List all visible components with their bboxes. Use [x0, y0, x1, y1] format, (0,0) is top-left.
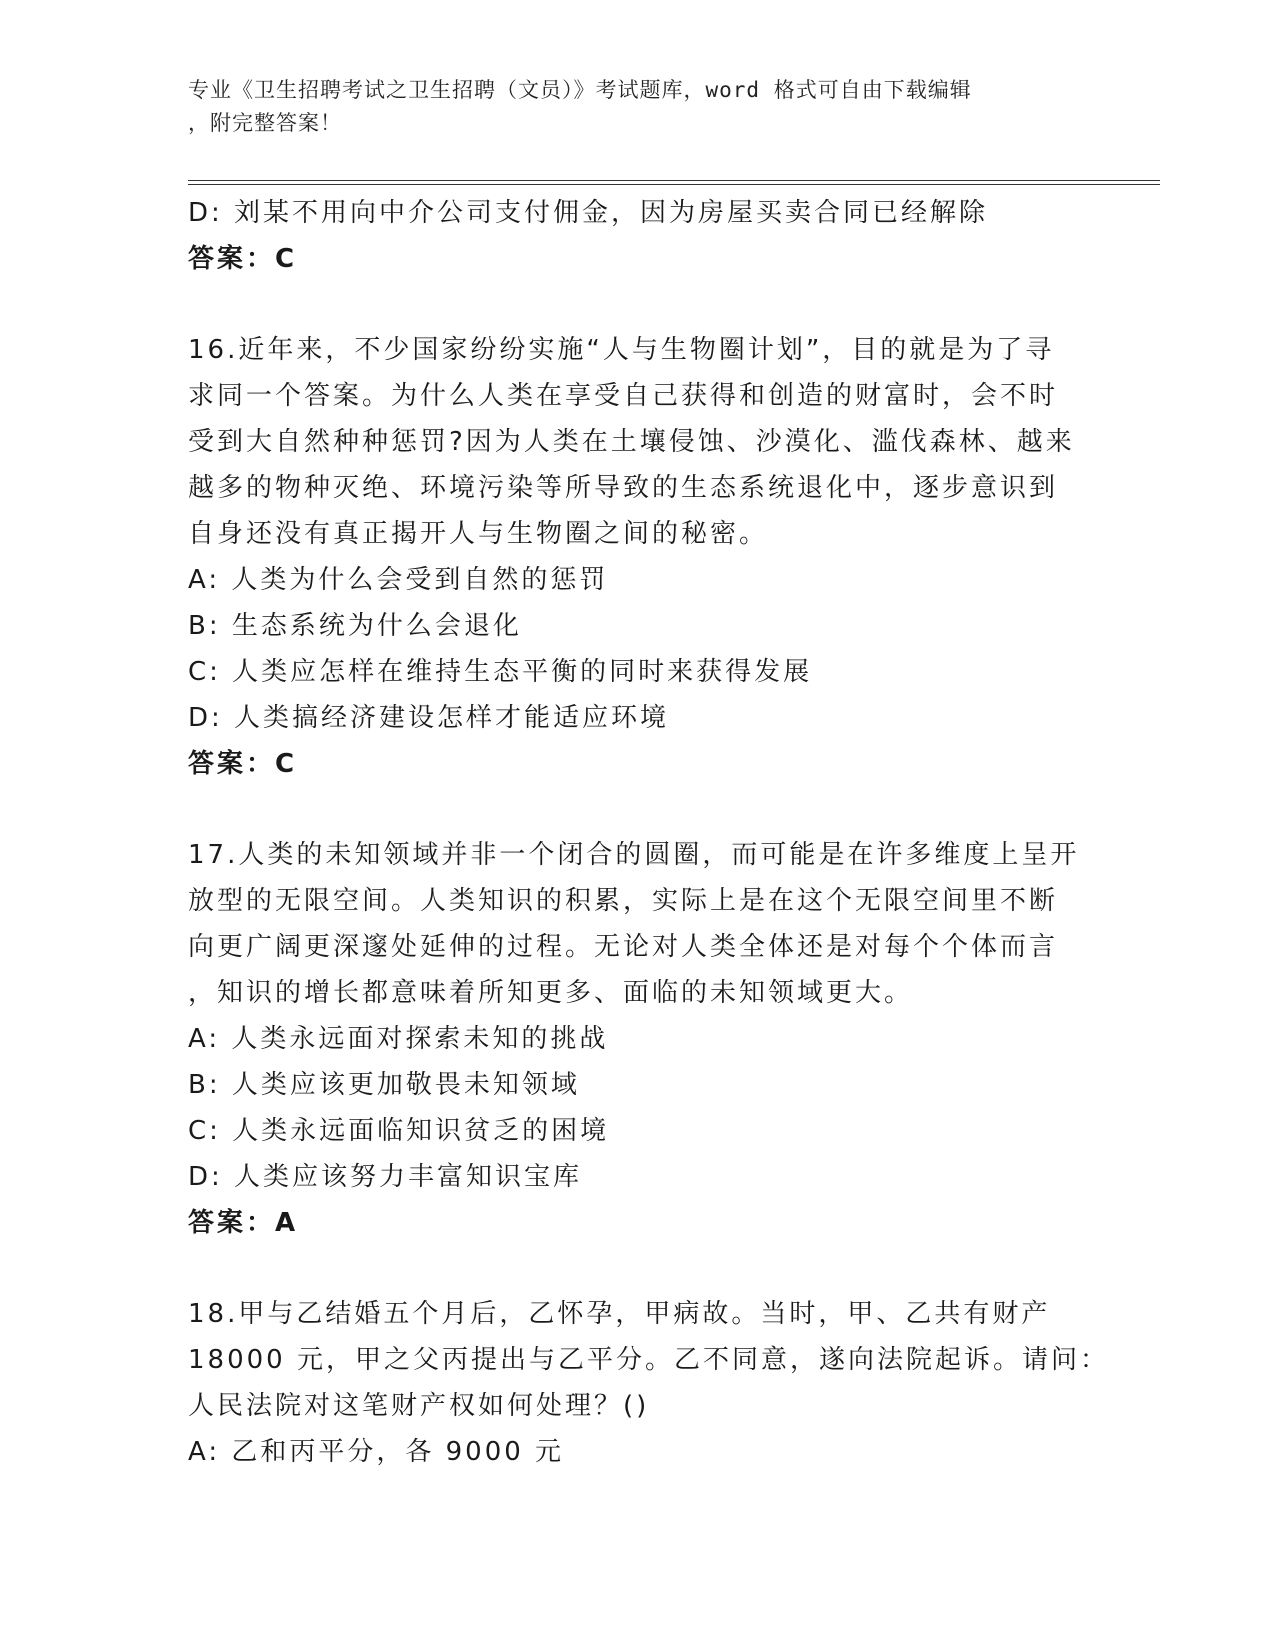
- question-stem-line: 18000 元，甲之父丙提出与乙平分。乙不同意，遂向法院起诉。请问：: [188, 1345, 1109, 1375]
- option-b: B: 人类应该更加敬畏未知领域: [188, 1070, 580, 1100]
- answer-line: 答案：C: [188, 749, 298, 779]
- option-d: D: 人类搞经济建设怎样才能适应环境: [188, 703, 670, 733]
- header-line-1: 专业《卫生招聘考试之卫生招聘（文员）》考试题库，word 格式可自由下载编辑: [188, 78, 972, 102]
- question-stem-line: 17.人类的未知领域并非一个闭合的圆圈，而可能是在许多维度上呈开: [188, 840, 1080, 870]
- question-17: [188, 832, 1080, 1246]
- option-d: D: 刘某不用向中介公司支付佣金，因为房屋买卖合同已经解除: [188, 198, 989, 228]
- header-divider-top: [188, 180, 1160, 181]
- question-stem-line: 求同一个答案。为什么人类在享受自己获得和创造的财富时，会不时: [188, 381, 1059, 411]
- question-stem-line: 自身还没有真正揭开人与生物圈之间的秘密。: [188, 519, 769, 549]
- question-18: [188, 1291, 1109, 1475]
- header-divider-bottom: [188, 184, 1160, 185]
- option-c: C: 人类永远面临知识贫乏的困境: [188, 1116, 610, 1146]
- answer-line: 答案：C: [188, 244, 298, 274]
- question-stem-line: 向更广阔更深邃处延伸的过程。无论对人类全体还是对每个个体而言: [188, 932, 1059, 962]
- previous-question-tail: [188, 190, 1068, 282]
- question-16: [188, 327, 1075, 787]
- answer-line: 答案：A: [188, 1208, 299, 1238]
- spacer: [188, 1246, 1068, 1291]
- option-a: A: 乙和丙平分，各 9000 元: [188, 1437, 565, 1467]
- question-stem-line: 16.近年来，不少国家纷纷实施“人与生物圈计划”，目的就是为了寻: [188, 335, 1055, 365]
- question-stem-line: 受到大自然种种惩罚?因为人类在土壤侵蚀、沙漠化、滥伐森林、越来: [188, 427, 1075, 457]
- option-d: D: 人类应该努力丰富知识宝库: [188, 1162, 583, 1192]
- question-stem-line: 越多的物种灭绝、环境污染等所导致的生态系统退化中，逐步意识到: [188, 473, 1059, 503]
- document-header: [188, 74, 1088, 140]
- question-stem-line: ，知识的增长都意味着所知更多、面临的未知领域更大。: [188, 978, 914, 1008]
- option-c: C: 人类应怎样在维持生态平衡的同时来获得发展: [188, 657, 813, 687]
- option-a: A: 人类为什么会受到自然的惩罚: [188, 565, 609, 595]
- header-line-2: ，附完整答案！: [188, 111, 342, 135]
- option-b: B: 生态系统为什么会退化: [188, 611, 522, 641]
- question-stem-line: 人民法院对这笔财产权如何处理？(): [188, 1391, 650, 1421]
- option-a: A: 人类永远面对探索未知的挑战: [188, 1024, 609, 1054]
- question-stem-line: 放型的无限空间。人类知识的积累，实际上是在这个无限空间里不断: [188, 886, 1059, 916]
- question-stem-line: 18.甲与乙结婚五个月后，乙怀孕，甲病故。当时，甲、乙共有财产: [188, 1299, 1051, 1329]
- spacer: [188, 787, 1068, 832]
- spacer: [188, 282, 1068, 327]
- question-content: [188, 190, 1109, 1475]
